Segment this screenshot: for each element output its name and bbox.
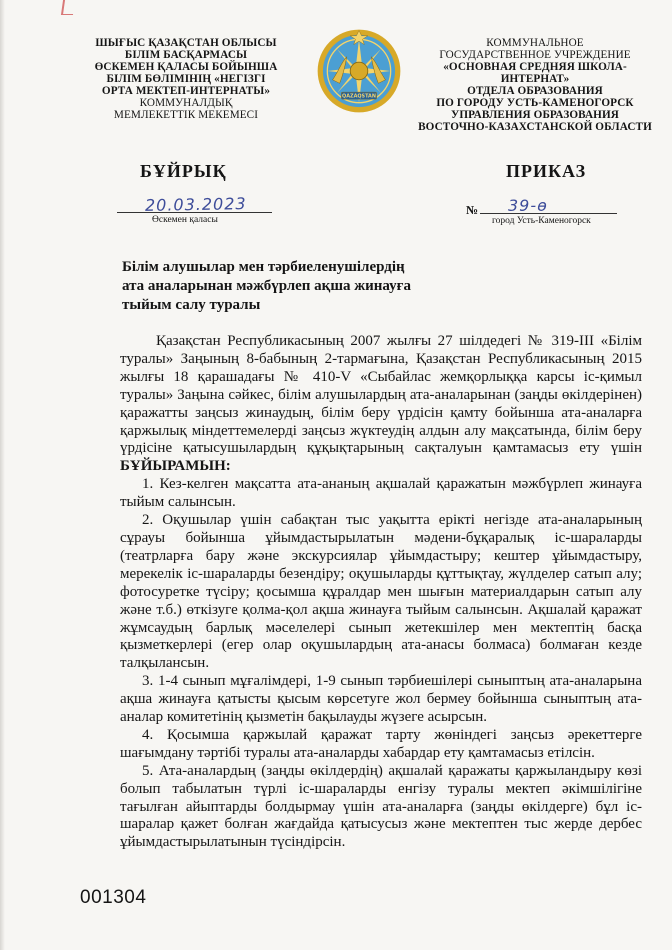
city-kazakh: Өскемен қаласы bbox=[152, 215, 218, 225]
scan-edge bbox=[0, 0, 5, 950]
handwritten-order-number: 39-ө bbox=[508, 196, 548, 215]
order-body bbox=[120, 333, 642, 852]
preamble-text: Қазақстан Республикасының 2007 жылғы 27 шілдедегі № 319-ІІІ «Білім туралы» Заңының 8-бабының 2-тармағына, Қазақстан Республикасының 2015 жылғы 18 қарашадағы № 410-V «Сыбайлас жемқорлыққа карсы іс-қимыл туралы» Заңына сәйкес, білім алушылардың ата-аналарынан (заңды өкілдерінен) қаражатты заңсыз жинаудың, білім беру үрдісін қамту бойынша ата-аналарға қаржылық міндеттемелерді заңсыз жүктеудің алдын алу мақсатында, білім беру үрдісіне қатысушылардың құқықтарының сақталуын қамтамасыз ету үшін bbox=[120, 333, 642, 457]
header-right-line5: ПО ГОРОДУ УСТЬ-КАМЕНОГОРСК bbox=[436, 97, 634, 109]
header-right-line3: «ОСНОВНАЯ СРЕДНЯЯ ШКОЛА-ИНТЕРНАТ» bbox=[443, 61, 627, 85]
order-item-2: 2. Оқушылар үшін сабақтан тыс уақытта ерікті негізде ата-аналарының сұрауы бойынша ұйымдастырылатын мәдени-бұқаралық іс-шараларды (театрларға бару және экскурсиялар ұйымдастыру; кештер ұйымдастыру, мерекелік іс-шараларды безендіру; оқушыларды құттықтау, жүлделер сатып алу; фотосуретке түсіру; қосымша құралдар мен шығын материалдарын сатып алу және т.б.) өткізуге қолма-қол ақша жинауға тыйым салынсын. Ақшалай қаражат жұмсаудың барлық мәселелері сынып жетекшілер мен мектептің басқа қызметкерлері (егер олар оқушылардың ата-анасы болмаса) болмаған кезде талқылансын. bbox=[120, 512, 642, 672]
order-item-3: 3. 1-4 сынып мұғалімдері, 1-9 сынып тәрбиешілері сыныптың ата-аналарына ақша жинауға қатысты қысым көрсетуге жол бермеу бойынша сыныптың ата-аналар комитетінің қызметін бақылауды жүзеге асырсын. bbox=[120, 673, 642, 726]
emblem-text: QAZAQSTAN bbox=[342, 93, 376, 100]
subject-line2: ата аналарынан мәжбүрлеп ақша жинауға bbox=[122, 278, 411, 294]
order-subject bbox=[122, 258, 462, 315]
order-item-5: 5. Ата-аналардың (заңды өкілдердің) ақшалай қаражаты қаржыландыру көзі болып табылатын түрлі іс-шараларды енгізу туралы мектеп әкімшілігіне тағылған айыптарды болдырмау үшін ата-аналарға (заңды өкілдерге) бұл іс-шаралар қажет болған жағдайда қатысусыз және мектептен тыс жерде дербес ұйымдастырылатынын түсіндірсін. bbox=[120, 762, 642, 851]
header-left-line5: ОРТА МЕКТЕП-ИНТЕРНАТЫ» bbox=[101, 85, 271, 97]
order-item-4: 4. Қосымша қаржылай қаражат тарту жөніндегі заңсыз әрекеттерге шағымдану тәртібі туралы ата-аналарды хабардар ету қамтамасыз етілсін. bbox=[120, 726, 642, 761]
header-right-line2: ГОСУДАРСТВЕННОЕ УЧРЕЖДЕНИЕ bbox=[439, 49, 631, 61]
order-title-kazakh: БҰЙРЫҚ bbox=[140, 161, 227, 181]
document-serial-number: 001304 bbox=[80, 887, 147, 908]
header-left-line7: МЕМЛЕКЕТТІК МЕКЕМЕСІ bbox=[113, 109, 259, 121]
number-underline bbox=[480, 213, 617, 214]
header-left-line6: КОММУНАЛДЫҚ bbox=[139, 97, 233, 109]
number-sign: № bbox=[466, 203, 479, 217]
order-word: БҰЙЫРАМЫН: bbox=[120, 458, 231, 475]
header-right-line4: ОТДЕЛА ОБРАЗОВАНИЯ bbox=[467, 85, 603, 97]
city-russian: город Усть-Каменогорск bbox=[492, 216, 591, 226]
handwritten-date: 20.03.2023 bbox=[144, 194, 247, 215]
header-left-line3: ӨСКЕМЕН ҚАЛАСЫ БОЙЫНША bbox=[94, 61, 278, 73]
header-left-line1: ШЫҒЫС ҚАЗАҚСТАН ОБЛЫСЫ bbox=[95, 37, 277, 49]
header-left bbox=[92, 37, 280, 121]
subject-line1: Білім алушылар мен тәрбиеленушілердің bbox=[122, 259, 405, 275]
subject-line3: тыйым салу туралы bbox=[122, 297, 261, 313]
header-left-line4: БІЛІМ БӨЛІМІНІҢ «НЕГІЗГІ bbox=[106, 73, 266, 85]
order-item-1: 1. Кез-келген мақсатта ата-ананың ақшалай қаражатын мәжбүрлеп жинауға тыйым салынсын. bbox=[120, 476, 642, 511]
preamble-paragraph bbox=[120, 333, 642, 476]
header-right-line7: ВОСТОЧНО-КАЗАХСТАНСКОЙ ОБЛАСТИ bbox=[418, 121, 652, 133]
corner-mark bbox=[61, 0, 75, 15]
header-right-line1: КОММУНАЛЬНОЕ bbox=[486, 37, 584, 49]
kazakhstan-state-emblem-icon bbox=[315, 27, 403, 115]
order-title-russian: ПРИКАЗ bbox=[506, 161, 587, 181]
date-underline bbox=[117, 212, 272, 213]
header-right bbox=[410, 37, 660, 133]
header-left-line2: БІЛІМ БАСҚАРМАСЫ bbox=[124, 49, 248, 61]
header-right-line6: УПРАВЛЕНИЯ ОБРАЗОВАНИЯ bbox=[451, 109, 619, 121]
